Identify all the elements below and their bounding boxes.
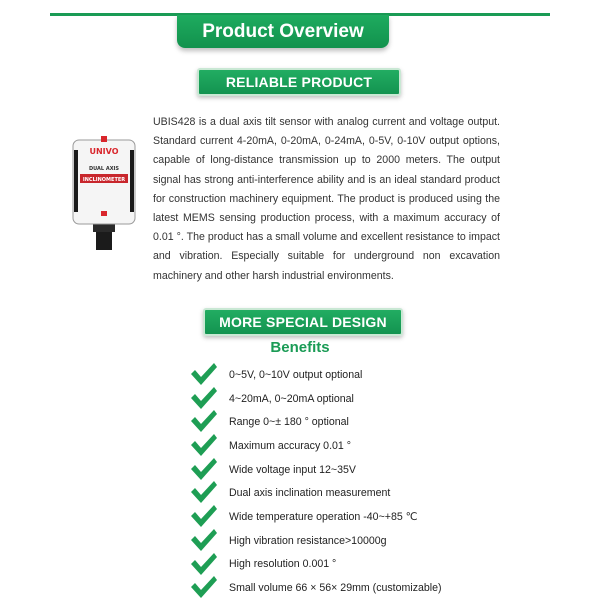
benefit-text: 4~20mA, 0~20mA optional (229, 392, 354, 405)
check-icon (190, 362, 218, 386)
benefit-text: High vibration resistance>10000g (229, 534, 387, 547)
benefit-item (190, 505, 490, 529)
reliable-product-heading: RELIABLE PRODUCT (197, 68, 401, 96)
benefit-text: Wide temperature operation -40~+85 ℃ (229, 510, 418, 523)
description-text: UBIS428 is a dual axis tilt sensor with analog current and voltage output. Standard current 4-20mA, 0-20mA, 0-24mA, 0-5V, 0-10V output options, capable of long-distance transmission up to 2000 meters. The output signal has strong anti-interference ability and is an ideal standard product for construction machinery equipment. The product is produced using the latest MEMS sensing production process, with a maximum accuracy of 0.01 °. The product has a small volume and excellent resistance to impact and vibration. Especially suitable for underground non excavation machinery and other harsh industrial environments. (153, 116, 500, 282)
benefit-item (190, 363, 490, 387)
device-cable (96, 230, 112, 250)
device-bottom-marker (101, 211, 107, 216)
check-icon (190, 575, 218, 599)
benefit-item (190, 458, 490, 482)
page-title: Product Overview (177, 15, 389, 48)
benefit-text: High resolution 0.001 ° (229, 558, 337, 571)
benefit-text: Range 0~± 180 ° optional (229, 416, 349, 429)
benefit-text: 0~5V, 0~10V output optional (229, 368, 363, 381)
check-icon (190, 409, 218, 433)
check-icon (190, 528, 218, 552)
product-description (153, 113, 500, 286)
benefit-text: Maximum accuracy 0.01 ° (229, 439, 351, 452)
benefit-item (190, 387, 490, 411)
benefit-text: Wide voltage input 12~35V (229, 463, 356, 476)
device-label-line1: DUAL AXIS (88, 166, 120, 172)
device-side-left (74, 150, 78, 212)
benefit-item (190, 434, 490, 458)
benefit-item (190, 529, 490, 553)
device-top-marker (101, 136, 107, 142)
benefits-heading: Benefits (270, 339, 330, 356)
benefits-list (190, 363, 490, 600)
benefit-item (190, 553, 490, 577)
check-icon (190, 457, 218, 481)
benefit-text: Dual axis inclination measurement (229, 487, 391, 500)
special-design-heading: MORE SPECIAL DESIGN (203, 308, 403, 336)
check-icon (190, 433, 218, 457)
check-icon (190, 386, 218, 410)
benefit-text: Small volume 66 × 56× 29mm (customizable) (229, 582, 442, 595)
check-icon (190, 552, 218, 576)
device-brand: UNIVO (89, 147, 119, 156)
inclinometer-product-image (72, 132, 136, 250)
benefit-item (190, 481, 490, 505)
benefit-item (190, 410, 490, 434)
device-label-line2: INCLINOMETER (82, 177, 126, 183)
check-icon (190, 480, 218, 504)
benefit-item (190, 576, 490, 600)
device-side-right (130, 150, 134, 212)
check-icon (190, 504, 218, 528)
